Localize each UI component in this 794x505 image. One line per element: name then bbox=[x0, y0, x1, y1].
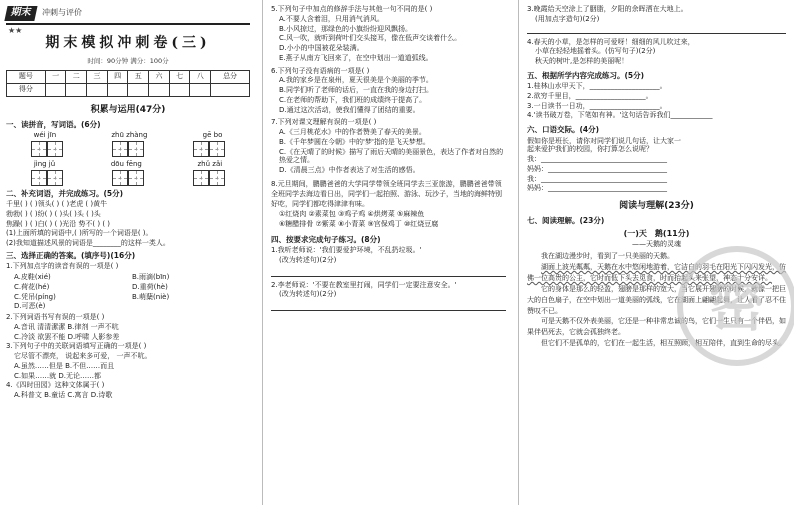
brand-logo: 期末 bbox=[4, 6, 37, 21]
pinyin-row bbox=[6, 160, 250, 169]
header-rule bbox=[6, 23, 250, 25]
dialog-line[interactable]: 我：____________________________________ bbox=[527, 174, 667, 183]
pinyin: zhǔ zǎi bbox=[197, 160, 223, 168]
passage-paragraph: 我在湖边漫步时，看到了一只美丽的天鹅。 bbox=[541, 252, 674, 261]
writing-grid[interactable] bbox=[112, 141, 144, 157]
question-line: 小草在轻轻地摇着头。(仿写句子)(2分) bbox=[535, 47, 656, 56]
question-note: (改为转述句)(2分) bbox=[279, 255, 337, 264]
question-stem: 7.下列对课文理解有误的一项是( ) bbox=[271, 118, 377, 127]
question-stem: 2.下列词语书写有误的一项是( ) bbox=[6, 313, 105, 321]
question-stem: 3.晚霞给天空涂上了胭脂，夕阳的余晖洒在大地上。 bbox=[527, 5, 688, 13]
pinyin-row bbox=[6, 131, 250, 140]
option[interactable]: C.凭吊(píng) bbox=[14, 292, 56, 301]
question-stem: 5.下列句子中加点的修辞手法与其他一句不同的是( ) bbox=[271, 5, 433, 13]
score-input[interactable] bbox=[87, 83, 108, 96]
option[interactable]: D.《清晨三点》中作者表达了对生活的感悟。 bbox=[279, 166, 420, 174]
option[interactable]: C.《在天晴了的时候》描写了雨后天晴的美丽景色，表达了作者对自然的热爱之情。 bbox=[279, 147, 504, 165]
question-stem: 2.李老师说：'不要在教室里打闹，同学们一定要注意安全。' bbox=[271, 280, 457, 289]
option[interactable]: A.不要人含着泪，只用消气消风。 bbox=[279, 14, 384, 23]
option[interactable]: A.皮鞋(xié) bbox=[14, 273, 51, 281]
option[interactable]: B.小风掠过，那绿色的小旗纷纷迎风飘扬。 bbox=[279, 24, 413, 33]
fill-line[interactable]: 1.桂林山水甲天下，____________________。 bbox=[527, 82, 667, 91]
writing-grid[interactable] bbox=[31, 141, 63, 157]
score-cell: 题号 bbox=[7, 70, 46, 83]
option[interactable]: A.音讯 清清潔潔 B.律剂 一声不吭 bbox=[14, 322, 119, 331]
confidential-seal bbox=[677, 246, 794, 366]
score-cell: 七 bbox=[169, 70, 190, 83]
option[interactable]: C.在老师的帮助下，我们班的成绩终于提高了。 bbox=[279, 95, 427, 104]
passage-paragraph: 它的身体是那么的轻盈，翅膀是那样的宽大，当它展开翅膀的时候，就像一把巨大的白色扇子，在空中划出一道美丽的弧线，它在湖面上翩翩起舞，让人看了忍不住赞叹不已。 bbox=[527, 284, 786, 315]
passage-paragraph: 可是天鹅不仅外表美丽，它还是一种非常忠诚的鸟，它们一生只有一个伴侣，如果伴侣死去，它就会孤独终老。 bbox=[527, 317, 786, 337]
question-stem: 8.元旦期间，鹏鹏爸爸的大学同学带领全班同学去三亚旅游，鹏鹏爸爸带领全班同学去海边看日出，同学们一起拍照、游泳、玩沙子，当地的海鲜特别好吃，同学们都吃得津津有味。 bbox=[271, 179, 502, 209]
answer-line[interactable] bbox=[271, 267, 506, 277]
score-cell: 得分 bbox=[7, 83, 46, 96]
score-cell: 二 bbox=[66, 70, 87, 83]
option-grid bbox=[6, 272, 250, 312]
writing-grid[interactable] bbox=[31, 170, 63, 186]
fill-line[interactable]: 勃勃( ) ( )纷( ) ( )头( )头 ( )头 bbox=[6, 209, 101, 218]
dialog-line[interactable]: 妈妈：__________________________________ bbox=[527, 184, 667, 193]
fill-line[interactable]: 千里( ) ( )领头( ) ( )老虎 ( )黄牛 bbox=[6, 200, 108, 209]
seal-glyph: 密 bbox=[709, 273, 765, 339]
question-stem: 6.下列句子没有语病的一项是( ) bbox=[271, 66, 370, 75]
option[interactable]: A.我的家乡是在泉州，夏天很美是个美丽的季节。 bbox=[279, 76, 433, 85]
writing-grid[interactable] bbox=[112, 170, 144, 186]
option[interactable]: C.荷花(hé) bbox=[14, 282, 50, 291]
question-stem: 4.《四时田园》这种文体属于( ) bbox=[6, 381, 105, 390]
question-title: 三、选择正确的答案。(填序号)(16分) bbox=[6, 250, 136, 260]
answer-line[interactable] bbox=[271, 301, 506, 311]
question-title: 四、按要求完成句子练习。(8分) bbox=[271, 234, 381, 244]
option[interactable]: B.《千年梦圆在今朝》中的'梦'指的是飞天梦想。 bbox=[279, 137, 430, 146]
score-header-row bbox=[7, 70, 250, 83]
question-note: (改为转述句)(2分) bbox=[279, 290, 337, 299]
left-column bbox=[0, 0, 258, 505]
header-badge bbox=[6, 4, 250, 22]
pinyin: jìng jǔ bbox=[33, 160, 56, 168]
option[interactable]: C.风一吹，就听到荷叶们交头接耳，像在低声交谈着什么。 bbox=[279, 34, 462, 43]
middle-column bbox=[262, 0, 512, 505]
fill-line[interactable]: (1)上面所填的词语中,( )所写的一个词语是( )。 bbox=[6, 229, 153, 238]
score-cell: 四 bbox=[107, 70, 128, 83]
writing-grid[interactable] bbox=[193, 141, 225, 157]
fill-line[interactable]: 2.欲穷千里目，____________________。 bbox=[527, 91, 653, 100]
score-input[interactable] bbox=[128, 83, 149, 96]
question-stem: 1.下列加点字的读音有误的一项是( ) bbox=[6, 262, 119, 271]
option[interactable]: C.如果……就 D.无论……都 bbox=[14, 371, 101, 380]
answer-line[interactable] bbox=[527, 25, 786, 34]
score-input[interactable] bbox=[190, 83, 211, 96]
header-subtitle: 冲刺与评价 bbox=[42, 8, 82, 17]
option[interactable]: E.燕子从南方飞回来了，在空中划出一道道弧线。 bbox=[279, 53, 433, 62]
score-cell: 总分 bbox=[211, 70, 250, 83]
score-cell: 八 bbox=[190, 70, 211, 83]
passage-title: (一)天 鹅(11分) bbox=[623, 228, 690, 238]
score-input[interactable] bbox=[211, 83, 250, 96]
question-title: 一、读拼音，写词语。(6分) bbox=[6, 119, 101, 129]
fill-line[interactable]: 3.一日读书一日功，____________________。 bbox=[527, 101, 667, 110]
passage-author: ——天鹅的灵魂 bbox=[632, 239, 681, 248]
pinyin: gē bo bbox=[202, 131, 223, 140]
question-title: 二、补充词语，并完成练习。(5分) bbox=[6, 188, 124, 198]
star-decoration: ★★ bbox=[8, 26, 23, 35]
fill-line[interactable]: 4.'读书破万卷，下笔如有神。'这句话告诉我们____________ bbox=[527, 111, 713, 120]
pinyin: dōu fēng bbox=[110, 160, 142, 168]
option[interactable]: A.科普文 B.童话 C.寓言 D.诗歌 bbox=[14, 391, 113, 399]
option[interactable]: D.小小的中国被花朵装满。 bbox=[279, 44, 364, 52]
score-table bbox=[6, 70, 250, 97]
option[interactable]: A.《三月桃花水》中的作者赞美了春天的美景。 bbox=[279, 128, 426, 136]
score-cell: 六 bbox=[149, 70, 170, 83]
score-cell: 一 bbox=[45, 70, 66, 83]
exam-title: 期末模拟冲刺卷(三) bbox=[45, 35, 211, 51]
option[interactable]: A.虽然……但是 B.不但……而且 bbox=[14, 361, 115, 370]
question-title: 五、根据所学内容完成练习。(5分) bbox=[527, 70, 645, 80]
score-cell: 三 bbox=[87, 70, 108, 83]
question-stem: 假如你是班长，请你对同学们说几句话，让大家一起来爱护我们的校园，你打算怎么说呢？ bbox=[527, 136, 681, 154]
fill-line[interactable]: (2)我知道描述风景的词语是________的这样一类人。 bbox=[6, 239, 170, 248]
section-heading: 积累与运用(47分) bbox=[90, 104, 166, 115]
exam-meta: 时间：90分钟 满分：100分 bbox=[87, 56, 169, 65]
score-input[interactable] bbox=[107, 83, 128, 96]
option[interactable]: B.雨滴(bīn) bbox=[132, 273, 170, 281]
question-stem: 4.春天的小草，是怎样的可爱呀！细细的风儿吹过来， bbox=[527, 37, 695, 46]
tianzige-row bbox=[6, 141, 250, 157]
question-title: 七、阅读理解。(23分) bbox=[527, 216, 605, 226]
question-stem: 3.下列句子中的关联词语填写正确的一项是( ) bbox=[6, 342, 147, 351]
question-note: (用加点字造句)(2分) bbox=[535, 14, 600, 23]
score-input[interactable] bbox=[45, 83, 66, 96]
pinyin: wéi jīn bbox=[33, 131, 57, 140]
writing-grid[interactable] bbox=[193, 170, 225, 186]
score-input[interactable] bbox=[169, 83, 190, 96]
option[interactable]: C.冷淡 欲罢不能 D.呼啸 人影参差 bbox=[14, 332, 120, 341]
question-title: 六、口语交际。(4分) bbox=[527, 125, 600, 135]
score-input[interactable] bbox=[66, 83, 87, 96]
option[interactable]: D.重荷(hè) bbox=[132, 282, 168, 291]
answer-choices[interactable]: ①红烧肉 ②素菜包 ③鸡子鸡 ④烘烤菜 ⑤麻辣鱼 bbox=[279, 210, 425, 219]
option[interactable]: D.可恶(è) bbox=[14, 302, 46, 311]
dialog-line[interactable]: 妈妈：__________________________________ bbox=[527, 164, 667, 173]
option[interactable]: D.通过这次活动，使我们懂得了团结的重要。 bbox=[279, 105, 420, 114]
score-cell: 五 bbox=[128, 70, 149, 83]
option: 它尽管不漂亮， 说起来多可爱， 一声不吭。 bbox=[14, 352, 152, 360]
pinyin: zhū zhàng bbox=[111, 131, 148, 140]
option[interactable]: B.萌蘖(niè) bbox=[132, 292, 170, 301]
passage-paragraph: 但它们不是孤单的，它们在一起生活，相互照顾，相互陪伴，直到生命的尽头。 bbox=[541, 339, 786, 348]
score-input[interactable] bbox=[149, 83, 170, 96]
fill-line[interactable]: 焦躁( ) ( )白( ) ( )光沿 势不( ) ( ) bbox=[6, 219, 111, 228]
option[interactable]: B.同学们听了老师的话后，一直在我的身边打扫。 bbox=[279, 86, 434, 94]
tianzige-row bbox=[6, 170, 250, 186]
answer-choices[interactable]: ⑥糖醋排骨 ⑦紫菜 ⑧小青菜 ⑨宫保鸡丁 ⑩红烧豆腐 bbox=[279, 219, 439, 228]
dialog-line[interactable]: 我：____________________________________ bbox=[527, 155, 667, 163]
question-stem: 1.我听老师说：'我们要爱护环境，不乱扔垃圾。' bbox=[271, 246, 422, 255]
score-value-row bbox=[7, 83, 250, 96]
passage-paragraph: 湖面上波光粼粼，天鹅在水中悠闲地游着，它洁白的羽毛在阳光下闪闪发光，仿佛一位高贵的公主，它时而低下头去觅食，时而抬起头来张望，神态十分安详。 bbox=[527, 263, 786, 283]
section-heading: 阅读与理解(23分) bbox=[619, 201, 694, 211]
question-line[interactable]: 秋天的树叶,是怎样的美丽呢！ bbox=[535, 57, 629, 65]
